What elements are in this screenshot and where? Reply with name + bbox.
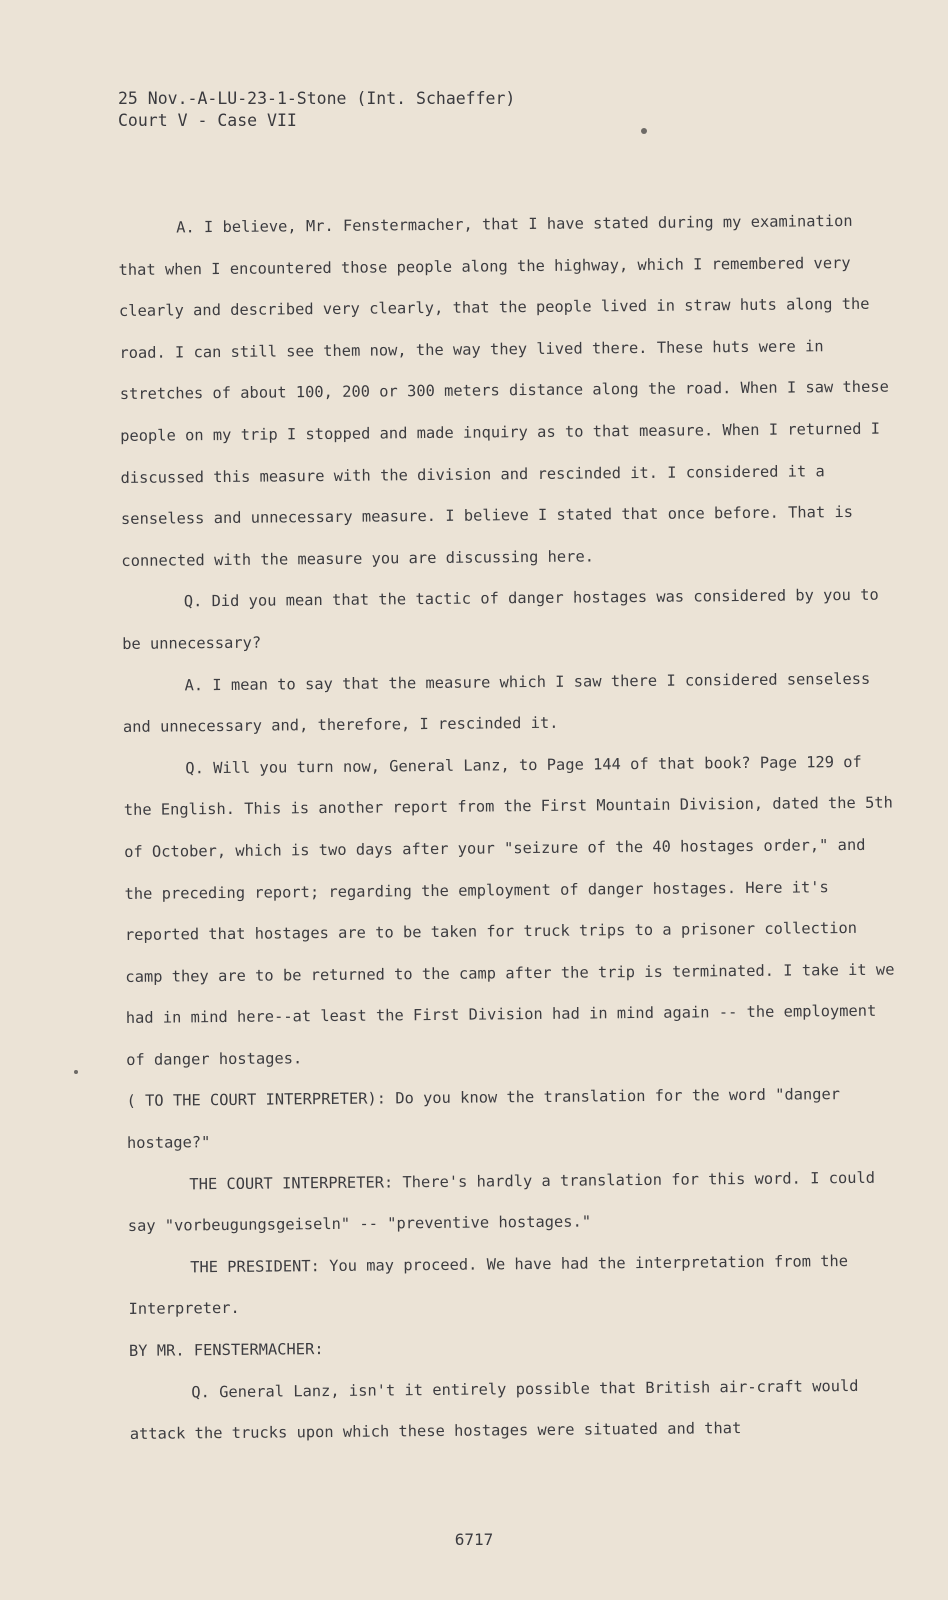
question-paragraph-2: Q. Will you turn now, General Lanz, to Page 144 of that book? Page 129 of the English. This is another report from the First Mountain Division, dated the 5th of October, which is two days after your "seizure of the 40 hostages order," and the preceding report; regarding the employment of danger hostages. Here it's reported that hostages are to be taken for truck trips to a prisoner collection camp they are to be returned to the camp after the trip is terminated. I take it we had in mind here--at least the First Division had in mind again -- the employment of danger hostages. — [123, 752, 895, 1069]
answer-paragraph-2: A. I mean to say that the measure which I saw there I considered senseless and unnecessary and, therefore, I rescinded it. — [122, 669, 871, 737]
paper-speck-icon — [74, 1070, 78, 1074]
answer-paragraph-1: A. I believe, Mr. Fenstermacher, that I have stated during my examination that when I encountered those people along the highway, which I remembered very clearly and described very clearly, that the people lived in straw huts along the road. I can still see them now, the way they lived there. These huts were in stretches of about 100, 200 or 300 meters distance along the road. When I saw these people on my trip I stopped and made inquiry as to that measure. When I returned I discussed this measure with the division and rescinded it. I considered it a senseless and unnecessary measure. I believe I stated that once before. That is connected with the measure you are discussing here. — [118, 211, 889, 570]
examiner-heading: BY MR. FENSTERMACHER: — [128, 1340, 324, 1360]
president-statement: THE PRESIDENT: You may proceed. We have had the interpretation from the Interpreter. — [128, 1251, 849, 1319]
transcript-body — [118, 201, 900, 1456]
document-header — [118, 88, 515, 132]
header-reference: 25 Nov.-A-LU-23-1-Stone (Int. Schaeffer) — [118, 89, 516, 108]
page-number: 6717 — [454, 1530, 494, 1549]
question-paragraph-1: Q. Did you mean that the tactic of danger hostages was considered by you to be unnecessary? — [122, 586, 879, 653]
paper-speck-icon — [641, 128, 647, 134]
header-court: Court V - Case VII — [118, 111, 297, 130]
court-interpreter-answer: THE COURT INTERPRETER: There's hardly a translation for this word. I could say "vorbeugungsgeiseln" -- "preventive hostages." — [127, 1168, 876, 1236]
court-interpreter-question: ( TO THE COURT INTERPRETER): Do you know the translation for the word "danger hostage?" — [126, 1085, 841, 1153]
question-paragraph-3: Q. General Lanz, isn't it entirely possible that British air-craft would attack the trucks upon which these hostages were situated and that — [129, 1376, 859, 1444]
